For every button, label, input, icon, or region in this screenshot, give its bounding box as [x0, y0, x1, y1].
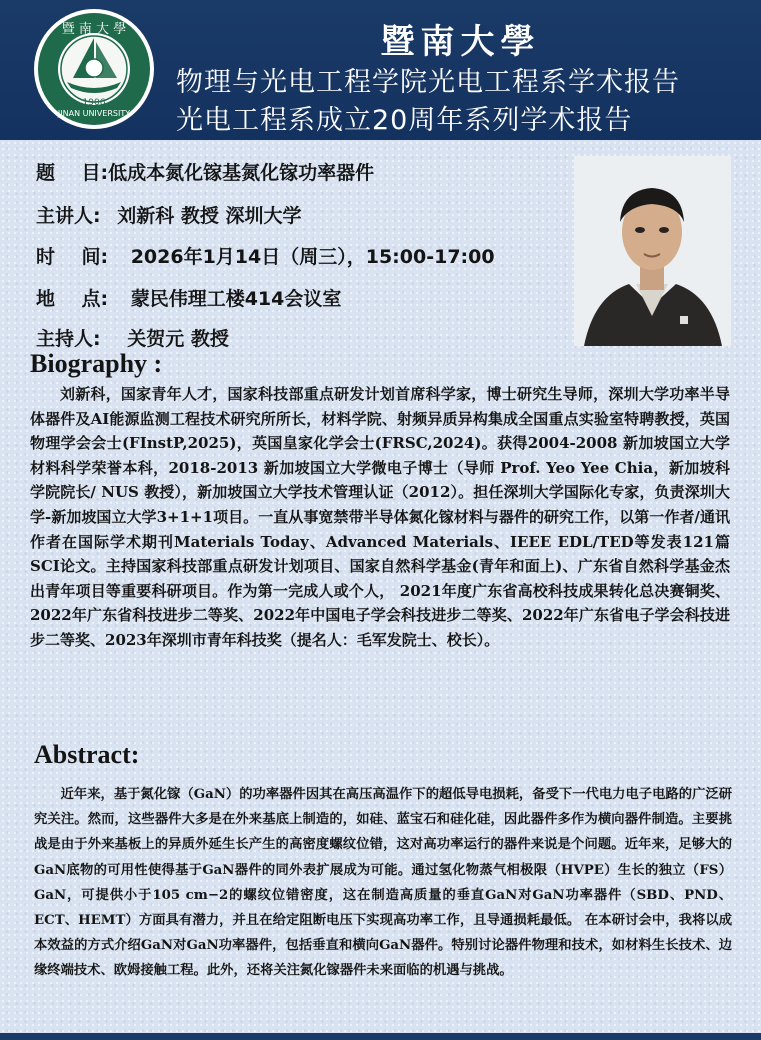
host-label: 主持人:: [36, 328, 101, 350]
time-row: [36, 242, 495, 269]
university-seal-logo: [33, 8, 155, 130]
footer-bar: [0, 1033, 761, 1040]
school-report-title: 物理与光电工程学院光电工程系学术报告: [176, 67, 680, 98]
header-banner: [0, 0, 761, 140]
abstract-text: 近年来，基于氮化镓（GaN）的功率器件因其在高压高温作下的超低导电损耗，备受下一代电力电子电路的广泛研究关注。然而，这些器件大多是在外来基底上制造的，如硅、蓝宝石和硅化硅，因此器件多作为横向器件制造。主要挑战是由于外来基板上的异质外延生长产生的高密度螺纹位错，这对高功率运行的器件来说是个问题。近年来，足够大的GaN底物的可用性使得基于GaN器件的同外表扩展成为可能。通过氢化物蒸气相极限（HVPE）生长的独立（FS）GaN，可提供小于105 cm−2的螺纹位错密度，这在制造高质量的垂直GaN对GaN功率器件（SBD、PND、ECT、HEMT）方面具有潜力，并且在给定阻断电压下实现高功率工作，且导通损耗最低。 在本研讨会中，我将以成本效益的方式介绍GaN对GaN功率器件，包括垂直和横向GaN器件。特别讨论器件物理和技术，如材料生长技术、边缘终端技术、欧姆接触工程。此外，还将关注氮化镓器件未来面临的机遇与挑战。: [34, 787, 732, 979]
svg-text:1906: 1906: [82, 98, 106, 108]
time-value: 2026年1月14日（周三），15:00-17:00: [130, 246, 495, 268]
topic-label: 题 目:: [36, 162, 109, 184]
time-label: 时 间:: [36, 246, 109, 268]
speaker-photo: [574, 156, 731, 346]
svg-text:JINAN UNIVERSITY: JINAN UNIVERSITY: [57, 109, 131, 118]
abstract-heading: Abstract:: [34, 740, 140, 769]
speaker-label: 主讲人:: [36, 205, 101, 227]
host-row: [36, 324, 229, 351]
svg-text:暨 南 大 學: 暨 南 大 學: [61, 22, 127, 37]
place-value: 蒙民伟理工楼414会议室: [130, 288, 342, 310]
place-row: [36, 284, 341, 311]
place-label: 地 点:: [36, 288, 109, 310]
speaker-value: 刘新科 教授 深圳大学: [117, 205, 302, 227]
anniversary-series-title: 光电工程系成立20周年系列学术报告: [176, 105, 633, 136]
topic-row: [36, 158, 374, 185]
speaker-row: [36, 201, 301, 228]
host-value: 关贺元 教授: [127, 328, 229, 350]
biography-text: 刘新科，国家青年人才，国家科技部重点研发计划首席科学家，博士研究生导师，深圳大学功率半导体器件及AI能源监测工程技术研究所所长，材料学院、射频异质异构集成全国重点实验室特聘教授，英国物理学会会士(FInstP,2025)，英国皇家化学会士(FRSC,2024)。获得2004-2008 新加坡国立大学 材料科学荣誉本科，2018-2013 新加坡国立大学微电子博士（导师 Prof. Yeo Yee Chia，新加坡科学院院长/ NUS 教授），新加坡国立大学技术管理认证（2012）。担任深圳大学国际化专家，负责深圳大学-新加坡国立大学3+1+1项目。一直从事宽禁带半导体氮化镓材料与器件的研究工作，以第一作者/通讯作者在国际学术期刊Materials Today、Advanced Materials、IEEE EDL/TED等发表121篇SCI论文。主持国家科技部重点研发计划项目、国家自然科学基金(青年和面上)、广东省自然科学基金杰出青年项目等重要科研项目。作为第一完成人或个人， 2021年度广东省高校科技成果转化总决赛铜奖、2022年广东省科技进步二等奖、2022年中国电子学会科技进步二等奖、2022年广东省电子学会科技进步二等奖、2023年深圳市青年科技奖（提名人：毛军发院士、校长）。: [30, 385, 730, 649]
university-name: 暨南大學: [380, 22, 541, 62]
speaker-portrait-illustration: [574, 156, 731, 346]
biography-heading: Biography :: [30, 349, 163, 378]
topic-value: 低成本氮化镓基氮化镓功率器件: [108, 162, 375, 184]
